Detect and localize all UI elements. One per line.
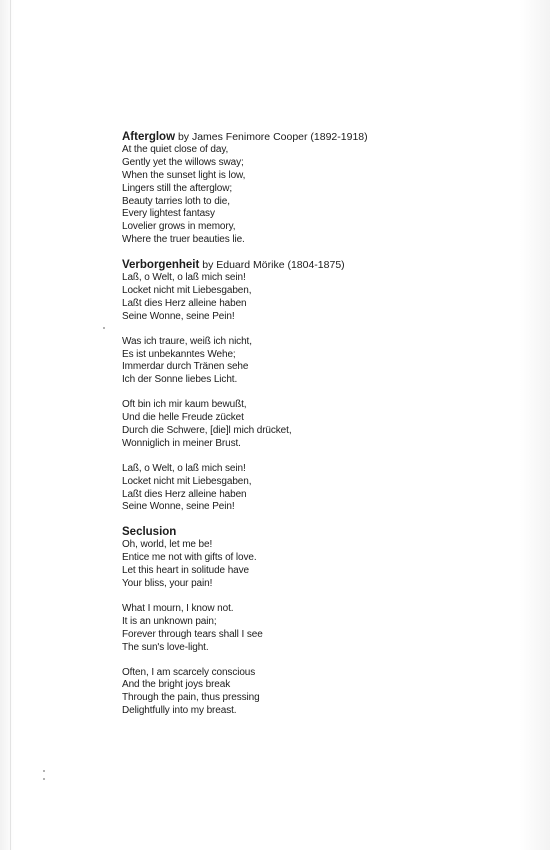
poem-byline: by Eduard Mörike (1804-1875) bbox=[199, 259, 345, 272]
poem-line: The sun's love-light. bbox=[122, 641, 209, 653]
poem-line: Delightfully into my breast. bbox=[122, 705, 237, 717]
poem-line: Forever through tears shall I see bbox=[122, 628, 263, 640]
poem-line: Entice me not with gifts of love. bbox=[122, 552, 257, 564]
poem-stanza bbox=[122, 336, 482, 388]
poem-stanza bbox=[122, 144, 482, 247]
poem-line: Und die helle Freude zücket bbox=[122, 412, 244, 424]
scan-speck bbox=[43, 770, 45, 772]
poem-line: Where the truer beauties lie. bbox=[122, 234, 245, 246]
poem-line: Gently yet the willows sway; bbox=[122, 156, 244, 168]
poem-byline: by James Fenimore Cooper (1892-1918) bbox=[175, 131, 368, 143]
poem-line: What I mourn, I know not. bbox=[122, 602, 234, 614]
poem-line: Laß, o Welt, o laß mich sein! bbox=[122, 462, 246, 474]
page-edge-shadow bbox=[10, 0, 11, 850]
poem-heading bbox=[122, 259, 482, 272]
poem-stanza bbox=[122, 272, 482, 324]
poem-line: Seine Wonne, seine Pein! bbox=[122, 501, 235, 513]
poem-line: Es ist unbekanntes Wehe; bbox=[122, 348, 236, 360]
poem-line: Your bliss, your pain! bbox=[122, 578, 213, 590]
poem-line: Ich der Sonne liebes Licht. bbox=[122, 374, 238, 386]
poem-stanza bbox=[122, 539, 482, 591]
poem-line: Seine Wonne, seine Pein! bbox=[122, 310, 235, 322]
poem-line: Lingers still the afterglow; bbox=[122, 182, 233, 194]
poem-line: Oft bin ich mir kaum bewußt, bbox=[122, 399, 247, 411]
poem-line: Laßt dies Herz alleine haben bbox=[122, 297, 247, 309]
poem-stanza bbox=[122, 667, 482, 719]
poem-title: Afterglow bbox=[122, 131, 176, 143]
poem-collection bbox=[122, 131, 482, 730]
poem-stanza bbox=[122, 399, 482, 451]
poem-heading bbox=[122, 131, 482, 144]
poem-line: When the sunset light is low, bbox=[122, 169, 246, 181]
scan-speck bbox=[103, 327, 105, 329]
poem bbox=[122, 526, 482, 718]
poem-line: Locket nicht mit Liebesgaben, bbox=[122, 285, 252, 297]
poem-line: Beauty tarries loth to die, bbox=[122, 195, 230, 207]
poem-line: Every lightest fantasy bbox=[122, 208, 215, 220]
scan-speck bbox=[43, 778, 45, 780]
poem-line: And the bright joys break bbox=[122, 679, 231, 691]
poem-line: Durch die Schwere, [die]l mich drücket, bbox=[122, 425, 292, 437]
poem-title: Seclusion bbox=[122, 526, 177, 539]
poem-line: At the quiet close of day, bbox=[122, 144, 229, 155]
poem-line: It is an unknown pain; bbox=[122, 615, 217, 627]
poem-heading bbox=[122, 526, 482, 539]
poem-line: Through the pain, thus pressing bbox=[122, 692, 260, 704]
poem-line: Often, I am scarcely conscious bbox=[122, 666, 256, 678]
poem-line: Let this heart in solitude have bbox=[122, 565, 249, 577]
poem-title: Verborgenheit bbox=[122, 259, 200, 272]
poem bbox=[122, 131, 482, 247]
poem-line: Laßt dies Herz alleine haben bbox=[122, 488, 247, 500]
poem-line: Was ich traure, weiß ich nicht, bbox=[122, 335, 252, 347]
poem-line: Laß, o Welt, o laß mich sein! bbox=[122, 272, 246, 284]
poem-stanza bbox=[122, 463, 482, 515]
poem-line: Oh, world, let me be! bbox=[122, 539, 213, 551]
poem-stanza bbox=[122, 603, 482, 655]
poem bbox=[122, 259, 482, 514]
poem-line: Immerdar durch Tränen sehe bbox=[122, 361, 249, 373]
poem-line: Locket nicht mit Liebesgaben, bbox=[122, 475, 252, 487]
poem-line: Wonniglich in meiner Brust. bbox=[122, 437, 241, 449]
poem-line: Lovelier grows in memory, bbox=[122, 221, 236, 233]
